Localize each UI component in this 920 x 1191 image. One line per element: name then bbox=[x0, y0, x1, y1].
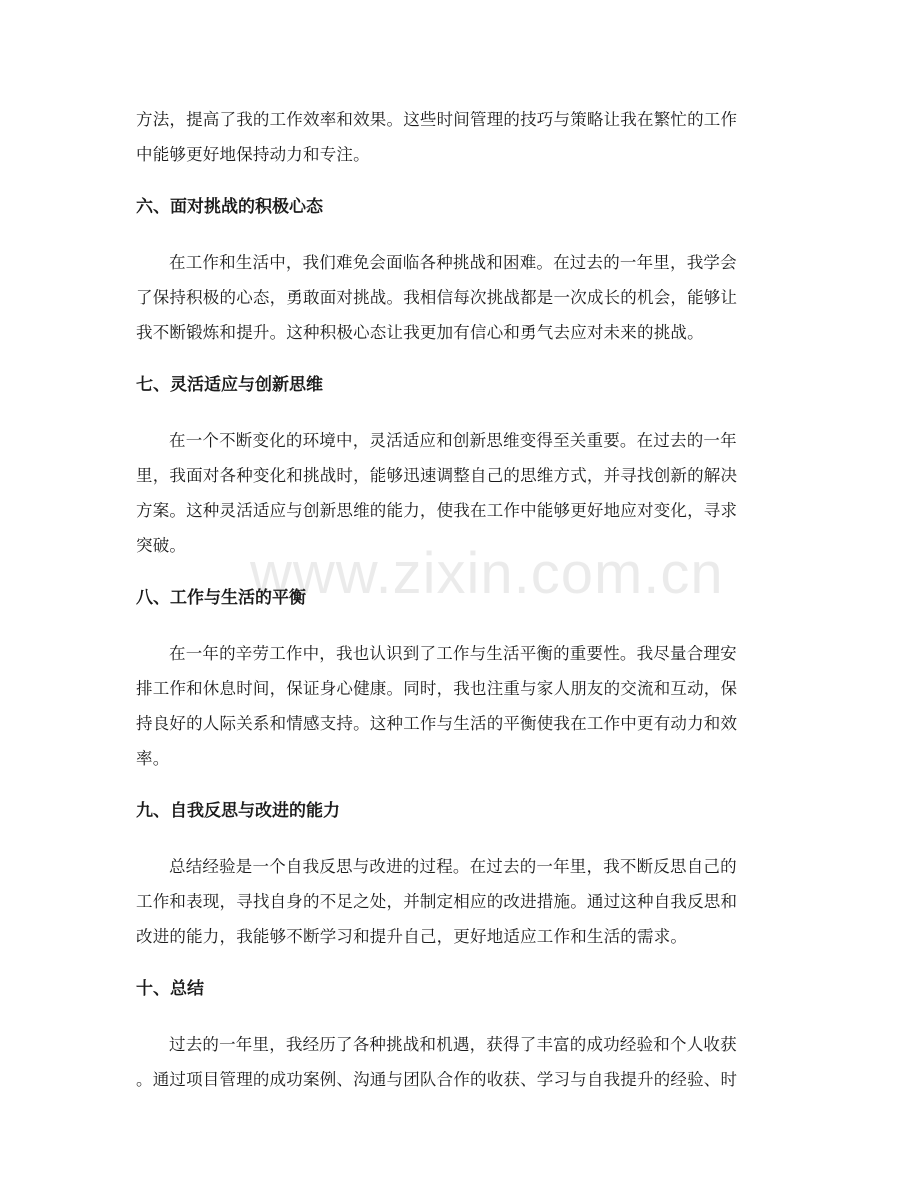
paragraph-line: 率。 bbox=[136, 749, 170, 768]
section-heading: 十、总结 bbox=[136, 979, 204, 999]
section-heading: 八、工作与生活的平衡 bbox=[136, 588, 306, 608]
paragraph-line: 在工作和生活中，我们难免会面临各种挑战和困难。在过去的一年里，我学会 bbox=[169, 253, 737, 272]
paragraph-line: 方案。这种灵活适应与创新思维的能力，使我在工作中能够更好地应对变化，寻求 bbox=[136, 501, 738, 520]
paragraph-line: 了保持积极的心态，勇敢面对挑战。我相信每次挑战都是一次成长的机会，能够让 bbox=[136, 288, 738, 307]
paragraph-line: 排工作和休息时间，保证身心健康。同时，我也注重与家人朋友的交流和互动，保 bbox=[136, 679, 738, 698]
section-heading: 六、面对挑战的积极心态 bbox=[136, 197, 323, 217]
paragraph-line: 过去的一年里，我经历了各种挑战和机遇，获得了丰富的成功经验和个人收获 bbox=[169, 1035, 737, 1054]
paragraph-line: 工作和表现，寻找自身的不足之处，并制定相应的改进措施。通过这种自我反思和 bbox=[136, 892, 738, 911]
paragraph-line: 改进的能力，我能够不断学习和提升自己，更好地适应工作和生活的需求。 bbox=[136, 927, 688, 946]
paragraph-line: 总结经验是一个自我反思与改进的过程。在过去的一年里，我不断反思自己的 bbox=[169, 857, 737, 876]
paragraph-line: 。通过项目管理的成功案例、沟通与团队合作的收获、学习与自我提升的经验、时 bbox=[136, 1070, 738, 1089]
section-heading: 九、自我反思与改进的能力 bbox=[136, 801, 340, 821]
paragraph-line: 方法，提高了我的工作效率和效果。这些时间管理的技巧与策略让我在繁忙的工作 bbox=[136, 110, 738, 129]
section-heading: 七、灵活适应与创新思维 bbox=[136, 375, 323, 395]
paragraph-line: 里，我面对各种变化和挑战时，能够迅速调整自己的思维方式，并寻找创新的解决 bbox=[136, 466, 738, 485]
watermark: www.zixin.com.cn bbox=[250, 541, 724, 606]
paragraph-line: 在一个不断变化的环境中，灵活适应和创新思维变得至关重要。在过去的一年 bbox=[169, 431, 737, 450]
paragraph-line: 我不断锻炼和提升。这种积极心态让我更加有信心和勇气去应对未来的挑战。 bbox=[136, 323, 704, 342]
paragraph-line: 中能够更好地保持动力和专注。 bbox=[136, 145, 370, 164]
paragraph-line: 突破。 bbox=[136, 536, 187, 555]
paragraph-line: 持良好的人际关系和情感支持。这种工作与生活的平衡使我在工作中更有动力和效 bbox=[136, 714, 738, 733]
document-body bbox=[136, 102, 786, 1097]
paragraph-line: 在一年的辛劳工作中，我也认识到了工作与生活平衡的重要性。我尽量合理安 bbox=[169, 644, 737, 663]
